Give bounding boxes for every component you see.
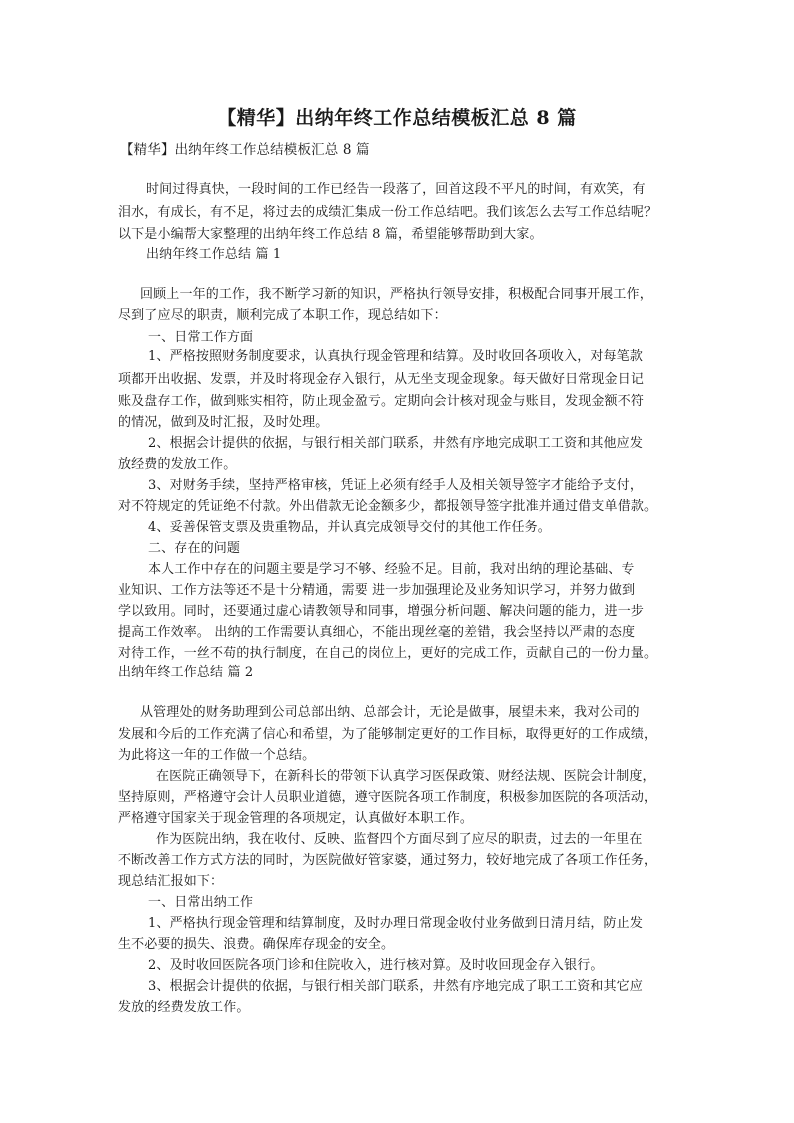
paragraph-line: 项都开出收据、发票，并及时将现金存入银行，从无坐支现金现象。每天做好日常现金日记 [118,372,645,387]
section-heading: 出纳年终工作总结 篇 1 [146,247,282,262]
paragraph-line: 在医院正确领导下，在新科长的带领下认真学习医保政策、财经法规、医院会计制度， [156,769,656,784]
paragraph-line: 对待工作，一丝不苟的执行制度，在自己的岗位上，更好的完成工作，贡献自己的一份力量。 [118,646,658,661]
subheading: 二、存在的问题 [148,541,241,556]
paragraph-line: 3、根据会计提供的依据，与银行相关部门联系，井然有序地完成了职工工资和其它应 [148,979,643,994]
paragraph-line: 以下是小编帮大家整理的出纳年终工作总结 8 篇，希望能够帮助到大家。 [118,227,543,242]
paragraph-line: 泪水，有成长，有不足，将过去的成绩汇集成一份工作总结吧。我们该怎么去写工作总结呢？ [118,205,658,220]
paragraph-line: 不断改善工作方式方法的同时，为医院做好管家婆，通过努力，较好地完成了各项工作任务， [118,853,658,868]
paragraph-line: 尽到了应尽的职责，顺利完成了本职工作，现总结如下： [118,308,447,323]
paragraph-line: 坚持原则，严格遵守会计人员职业道德，遵守医院各项工作制度，积极参加医院的各项活动， [118,790,658,805]
paragraph-line: 2、根据会计提供的依据，与银行相关部门联系，井然有序地完成职工工资和其他应发 [148,436,643,451]
paragraph-line: 4、妥善保管支票及贵重物品，并认真完成领导交付的其他工作任务。 [148,520,551,535]
paragraph-line: 现总结汇报如下： [118,874,224,889]
paragraph-line: 3、对财务手续，坚持严格审核，凭证上必须有经手人及相关领导签字才能给予支付， [148,478,643,493]
section-heading: 出纳年终工作总结 篇 2 [118,665,254,680]
paragraph-line: 发放的经费发放工作。 [118,1000,250,1015]
paragraph-line: 严格遵守国家关于现金管理的各项规定，认真做好本职工作。 [118,811,474,826]
paragraph-line: 作为医院出纳，我在收付、反映、监督四个方面尽到了应尽的职责，过去的一年里在 [156,832,643,847]
document-title: 【精华】出纳年终工作总结模板汇总 8 篇 [217,107,577,129]
paragraph-line: 时间过得真快，一段时间的工作已经告一段落了，回首这段不平凡的时间，有欢笑，有 [146,182,646,197]
paragraph-line: 生不必要的损失、浪费。确保库存现金的安全。 [118,937,395,952]
document-subtitle: 【精华】出纳年终工作总结模板汇总 8 篇 [120,142,370,158]
paragraph-line: 发展和今后的工作充满了信心和希望，为了能够制定更好的工作目标，取得更好的工作成绩， [118,727,658,742]
paragraph-line: 对不符规定的凭证绝不付款。外出借款无论金额多少，都报领导签字批准并通过借支单借款。 [118,499,658,514]
paragraph-line: 2、及时收回医院各项门诊和住院收入，进行核对算。及时收回现金存入银行。 [148,958,604,973]
paragraph-line: 业知识、工作方法等还不是十分精通，需要 进一步加强理论及业务知识学习，并努力做到 [118,583,636,598]
subheading: 一、日常工作方面 [148,330,254,345]
subheading: 一、日常出纳工作 [148,895,254,910]
paragraph-line: 为此将这一年的工作做一个总结。 [118,748,316,763]
paragraph-line: 1、严格按照财务制度要求，认真执行现金管理和结算。及时收回各项收入，对每笔款 [148,349,643,364]
paragraph-line: 账及盘存工作，做到账实相符，防止现金盈亏。定期向会计核对现金与账目，发现金额不符 [118,394,645,409]
paragraph-line: 本人工作中存在的问题主要是学习不够、经验不足。目前，我对出纳的理论基础、专 [148,562,635,577]
paragraph-line: 从管理处的财务助理到公司总部出纳、总部会计，无论是做事，展望未来，我对公司的 [140,705,640,720]
paragraph-line: 的情况，做到及时汇报，及时处理。 [118,415,329,430]
paragraph-line: 提高工作效率。 出纳的工作需要认真细心，不能出现丝毫的差错，我会坚持以严肃的态度 [118,625,636,640]
paragraph-line: 学以致用。同时，还要通过虚心请教领导和同事，增强分析问题、解决问题的能力，进一步 [118,604,645,619]
paragraph-line: 放经费的发放工作。 [118,457,237,472]
paragraph-line: 回顾上一年的工作，我不断学习新的知识，严格执行领导安排，积极配合同事开展工作， [140,287,653,302]
paragraph-line: 1、严格执行现金管理和结算制度，及时办理日常现金收付业务做到日清月结，防止发 [148,916,643,931]
